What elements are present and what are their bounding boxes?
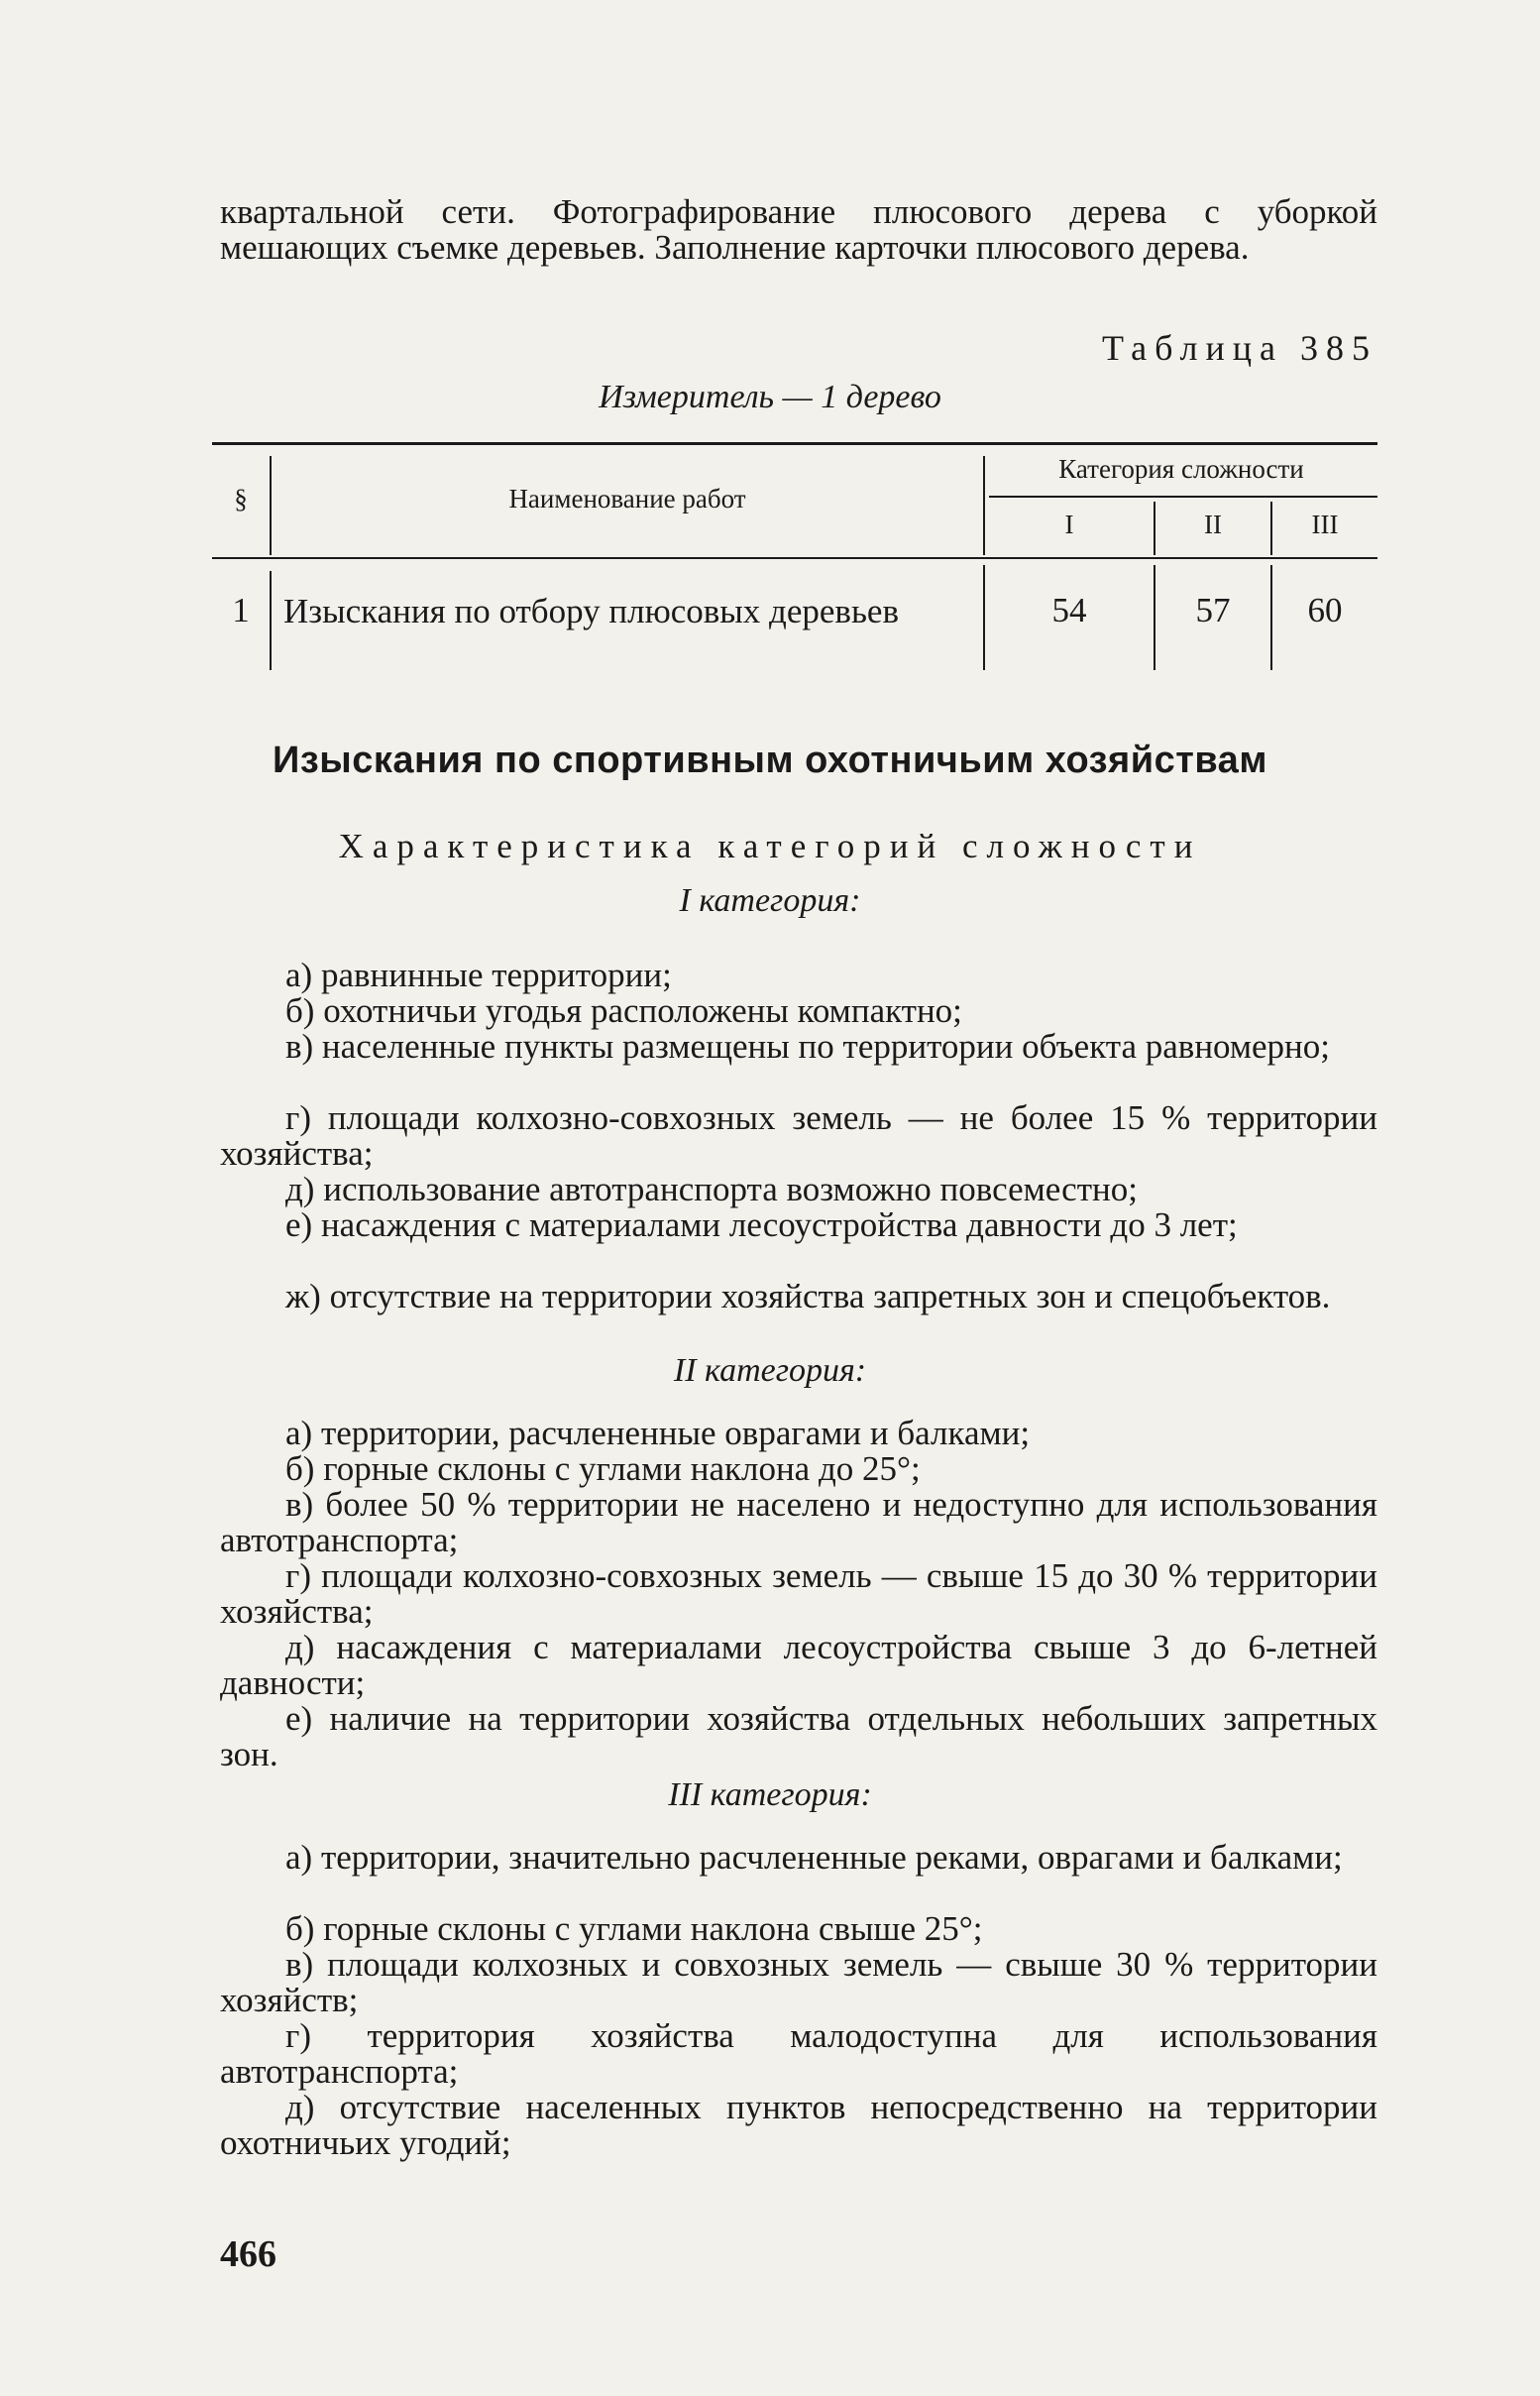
section-heading: Изыскания по спортивным охотничьим хозяйствам <box>273 740 1267 781</box>
row-value-3: 60 <box>1307 591 1343 629</box>
list-item: в) населенные пункты размещены по территории объекта равномерно; <box>285 1027 1331 1066</box>
category-3-title: III категория: <box>668 1776 872 1813</box>
list-item: е) наличие на территории хозяйства отдельных небольших запретных зон. <box>220 1699 1377 1773</box>
table-subheader-rule <box>989 496 1377 498</box>
list-item: б) горные склоны с углами наклона свыше 25°; <box>285 1909 983 1948</box>
category-1-title: I категория: <box>679 882 861 919</box>
row-section: 1 <box>232 591 250 629</box>
table-top-rule <box>212 442 1377 445</box>
table-vline <box>270 571 272 670</box>
row-work-name: Изыскания по отбору плюсовых деревьев <box>283 592 899 630</box>
list-item: а) равнинные территории; <box>285 956 672 994</box>
header-category-1: I <box>1064 510 1074 539</box>
table-header-rule <box>212 557 1377 559</box>
work-table <box>212 442 1377 674</box>
list-item: д) отсутствие населенных пунктов непосредственно на территории охотничьих угодий; <box>220 2088 1377 2162</box>
header-section: § <box>234 484 248 513</box>
list-item: б) горные склоны с углами наклона до 25°; <box>285 1449 921 1488</box>
list-item: б) охотничьи угодья расположены компактно; <box>285 991 962 1030</box>
list-item: ж) отсутствие на территории хозяйства запретных зон и спецобъектов. <box>285 1277 1331 1315</box>
list-item: г) площади колхозно-совхозных земель — свыше 15 до 30 % территории хозяйства; <box>220 1556 1377 1631</box>
row-value-2: 57 <box>1195 591 1231 629</box>
header-category-3: III <box>1311 510 1339 539</box>
table-number: Таблица 385 <box>1102 328 1377 368</box>
category-2-title: II категория: <box>673 1352 867 1389</box>
list-item: а) территории, значительно расчлененные реками, оврагами и балками; <box>285 1838 1343 1877</box>
list-item: г) территория хозяйства малодоступна для использования автотранспорта; <box>220 2016 1377 2091</box>
page-number: 466 <box>220 2233 276 2275</box>
header-work-name: Наименование работ <box>508 484 746 513</box>
header-category-2: II <box>1204 510 1222 539</box>
list-item: г) площади колхозно-совхозных земель — не более 15 % территории хозяйства; <box>220 1098 1377 1173</box>
list-item: а) территории, расчлененные оврагами и балками; <box>285 1414 1031 1452</box>
measure-caption: Измеритель — 1 дерево <box>599 379 941 415</box>
header-category: Категория сложности <box>1058 454 1304 484</box>
list-item: д) использование автотранспорта возможно повсеместно; <box>285 1170 1138 1208</box>
list-item: в) площади колхозных и совхозных земель — свыше 30 % территории хозяйств; <box>220 1945 1377 2019</box>
intro-paragraph: квартальной сети. Фотографирование плюсового дерева с уборкой мешающих съемке деревьев. Заполнение карточки плюсового дерева. <box>220 192 1377 267</box>
list-item: в) более 50 % территории не населено и недоступно для использования автотранспорта; <box>220 1485 1377 1559</box>
section-subheading: Характеристика категорий сложности <box>338 827 1202 865</box>
list-item: д) насаждения с материалами лесоустройства свыше 3 до 6-летней давности; <box>220 1628 1377 1702</box>
list-item: е) насаждения с материалами лесоустройства давности до 3 лет; <box>285 1205 1238 1244</box>
row-value-1: 54 <box>1051 591 1087 629</box>
